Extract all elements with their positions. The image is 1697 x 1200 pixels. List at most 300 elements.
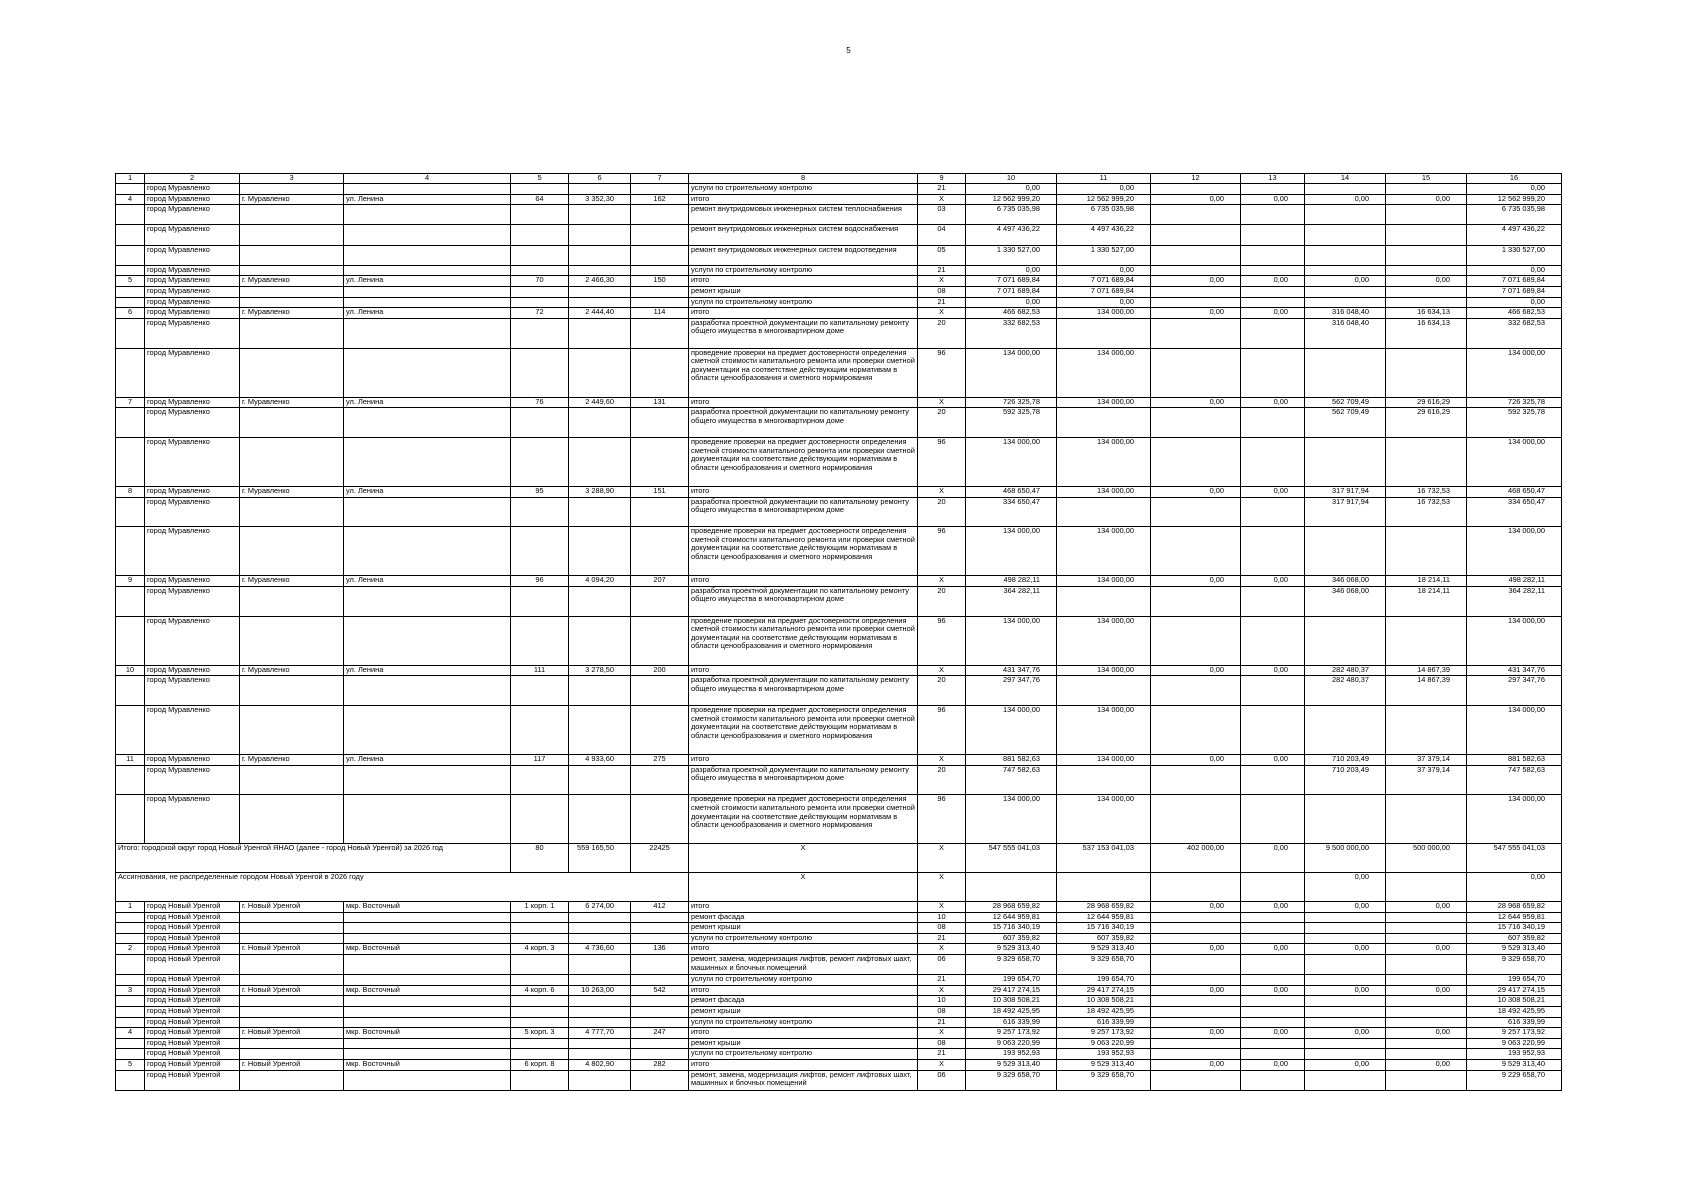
table-cell — [344, 225, 511, 245]
table-cell — [511, 437, 569, 486]
table-cell: ул. Ленина — [344, 576, 511, 587]
table-body — [116, 174, 1562, 1091]
table-cell: 0,00 — [1386, 985, 1467, 996]
table-cell: 4 933,60 — [569, 755, 631, 766]
table-cell — [631, 933, 689, 944]
table-cell — [1241, 286, 1305, 297]
table-cell — [116, 286, 145, 297]
table-cell: 0,00 — [1305, 1028, 1386, 1039]
table-cell: г. Новый Уренгой — [240, 944, 344, 955]
table-cell — [1241, 975, 1305, 986]
unallocated-cell: X — [689, 873, 918, 902]
table-cell — [1241, 795, 1305, 844]
table-cell: г. Муравленко — [240, 576, 344, 587]
table-cell — [1241, 318, 1305, 348]
table-cell: итого — [689, 308, 918, 319]
table-row — [116, 616, 1562, 665]
table-cell — [1151, 1007, 1241, 1018]
table-cell: город Муравленко — [145, 795, 240, 844]
table-cell — [116, 1017, 145, 1028]
table-cell: 9 063 220,99 — [966, 1038, 1057, 1049]
table-cell: 16 634,13 — [1386, 308, 1467, 319]
table-cell: город Муравленко — [145, 676, 240, 706]
table-cell: ремонт внутридомовых инженерных систем теплоснабжения — [689, 205, 918, 225]
table-cell — [511, 265, 569, 276]
table-cell: 247 — [631, 1028, 689, 1039]
table-cell — [1241, 184, 1305, 195]
table-cell: 9 257 173,92 — [1467, 1028, 1562, 1039]
table-cell: 134 000,00 — [966, 437, 1057, 486]
table-cell: 6 корп. 8 — [511, 1059, 569, 1070]
table-cell — [511, 348, 569, 397]
table-cell: 9 329 658,70 — [1057, 955, 1151, 975]
table-cell: 2 — [116, 944, 145, 955]
table-cell: город Муравленко — [145, 225, 240, 245]
table-cell — [1386, 795, 1467, 844]
table-cell: 193 952,93 — [1057, 1049, 1151, 1060]
table-cell — [1151, 912, 1241, 923]
table-cell — [116, 616, 145, 665]
table-cell: 431 347,76 — [966, 665, 1057, 676]
table-cell: 12 644 959,81 — [1057, 912, 1151, 923]
table-cell — [1241, 765, 1305, 795]
table-row — [116, 527, 1562, 576]
table-cell — [1151, 318, 1241, 348]
table-row — [116, 975, 1562, 986]
table-cell — [240, 955, 344, 975]
table-cell: город Новый Уренгой — [145, 955, 240, 975]
table-cell: 332 682,53 — [966, 318, 1057, 348]
table-cell — [1386, 706, 1467, 755]
table-cell: 199 654,70 — [1057, 975, 1151, 986]
table-cell: город Муравленко — [145, 486, 240, 497]
table-cell: 4 497 436,22 — [1057, 225, 1151, 245]
table-cell — [631, 527, 689, 576]
table-cell — [116, 923, 145, 934]
table-cell — [240, 286, 344, 297]
table-cell: город Муравленко — [145, 245, 240, 265]
table-cell: 0,00 — [1151, 985, 1241, 996]
table-cell — [511, 225, 569, 245]
table-cell: 134 000,00 — [1467, 616, 1562, 665]
table-cell: 4 736,60 — [569, 944, 631, 955]
table-cell — [1305, 923, 1386, 934]
total-cell: 0,00 — [1241, 844, 1305, 873]
table-cell: ремонт фасада — [689, 996, 918, 1007]
table-cell: итого — [689, 576, 918, 587]
table-cell — [344, 1038, 511, 1049]
table-cell — [569, 184, 631, 195]
table-cell: 7 071 689,84 — [1467, 276, 1562, 287]
total-cell: 9 500 000,00 — [1305, 844, 1386, 873]
table-cell — [116, 933, 145, 944]
table-cell — [511, 676, 569, 706]
table-row — [116, 348, 1562, 397]
table-cell: разработка проектной документации по капитальному ремонту общего имущества в многоквартирном доме — [689, 586, 918, 616]
table-cell: город Муравленко — [145, 497, 240, 527]
table-cell — [1386, 1007, 1467, 1018]
table-cell: 193 952,93 — [966, 1049, 1057, 1060]
table-cell: город Новый Уренгой — [145, 985, 240, 996]
table-cell — [511, 318, 569, 348]
table-cell: 0,00 — [1386, 1059, 1467, 1070]
table-row — [116, 1017, 1562, 1028]
table-cell: 3 352,30 — [569, 194, 631, 205]
table-row — [116, 276, 1562, 287]
table-cell — [631, 1038, 689, 1049]
column-header: 5 — [511, 174, 569, 184]
table-cell: 134 000,00 — [1057, 576, 1151, 587]
table-cell: услуги по строительному контролю — [689, 297, 918, 308]
table-cell: 466 682,53 — [1467, 308, 1562, 319]
table-cell — [240, 297, 344, 308]
table-cell: 134 000,00 — [966, 706, 1057, 755]
table-cell — [1151, 286, 1241, 297]
table-cell — [1305, 225, 1386, 245]
table-row — [116, 497, 1562, 527]
total-label: Итого: городской округ город Новый Уренгой ЯНАО (далее - город Новый Уренгой) за 2026 год — [116, 844, 511, 873]
table-cell: город Муравленко — [145, 318, 240, 348]
table-cell — [1241, 497, 1305, 527]
table-cell: 0,00 — [1386, 944, 1467, 955]
table-header-row — [116, 174, 1562, 184]
table-cell — [511, 996, 569, 1007]
table-cell — [1386, 437, 1467, 486]
table-row — [116, 676, 1562, 706]
table-cell: мкр. Восточный — [344, 1059, 511, 1070]
table-cell — [1151, 348, 1241, 397]
table-cell: 134 000,00 — [1467, 348, 1562, 397]
table-cell: г. Муравленко — [240, 194, 344, 205]
table-row — [116, 576, 1562, 587]
table-cell: 18 492 425,95 — [1057, 1007, 1151, 1018]
table-cell: 0,00 — [1151, 308, 1241, 319]
table-cell: 18 492 425,95 — [966, 1007, 1057, 1018]
table-cell: 134 000,00 — [1467, 706, 1562, 755]
table-cell: город Новый Уренгой — [145, 1070, 240, 1090]
table-cell: 134 000,00 — [1057, 308, 1151, 319]
table-cell: 1 330 527,00 — [1057, 245, 1151, 265]
table-cell: город Муравленко — [145, 297, 240, 308]
table-cell: 0,00 — [1386, 902, 1467, 913]
table-cell — [631, 616, 689, 665]
table-row — [116, 297, 1562, 308]
table-cell: 7 071 689,84 — [1057, 286, 1151, 297]
total-cell: 22425 — [631, 844, 689, 873]
table-cell — [1241, 616, 1305, 665]
table-cell — [116, 1049, 145, 1060]
table-cell — [569, 497, 631, 527]
table-row — [116, 286, 1562, 297]
table-cell — [344, 1070, 511, 1090]
table-cell: 9 329 658,70 — [1057, 1070, 1151, 1090]
table-row — [116, 1070, 1562, 1090]
table-cell — [1151, 955, 1241, 975]
table-cell: 881 582,63 — [1467, 755, 1562, 766]
table-cell — [569, 297, 631, 308]
table-cell: 29 616,29 — [1386, 397, 1467, 408]
table-cell — [569, 586, 631, 616]
table-cell — [511, 1038, 569, 1049]
table-cell: город Новый Уренгой — [145, 1017, 240, 1028]
table-cell: 08 — [918, 923, 966, 934]
table-cell: 134 000,00 — [966, 527, 1057, 576]
table-cell — [116, 408, 145, 438]
table-row — [116, 318, 1562, 348]
table-cell: город Новый Уренгой — [145, 1007, 240, 1018]
table-cell — [1241, 912, 1305, 923]
table-cell — [569, 975, 631, 986]
table-cell: 0,00 — [1386, 194, 1467, 205]
table-cell — [344, 676, 511, 706]
table-cell: разработка проектной документации по капитальному ремонту общего имущества в многоквартирном доме — [689, 765, 918, 795]
table-cell — [240, 706, 344, 755]
table-cell: 0,00 — [1241, 985, 1305, 996]
table-cell — [1241, 1038, 1305, 1049]
table-cell: город Новый Уренгой — [145, 1059, 240, 1070]
table-cell — [344, 795, 511, 844]
table-cell: 9 529 313,40 — [1057, 944, 1151, 955]
table-cell: 9 529 313,40 — [1467, 944, 1562, 955]
table-cell — [1151, 996, 1241, 1007]
table-cell: 2 449,60 — [569, 397, 631, 408]
table-cell: 498 282,11 — [1467, 576, 1562, 587]
table-cell — [631, 297, 689, 308]
table-cell — [569, 205, 631, 225]
column-header: 4 — [344, 174, 511, 184]
table-cell: X — [918, 194, 966, 205]
table-cell — [240, 765, 344, 795]
table-cell — [569, 318, 631, 348]
table-row — [116, 923, 1562, 934]
table-cell: 5 корп. 3 — [511, 1028, 569, 1039]
table-cell: г. Новый Уренгой — [240, 902, 344, 913]
table-cell — [631, 225, 689, 245]
table-cell: 20 — [918, 497, 966, 527]
table-cell: 96 — [918, 616, 966, 665]
table-cell: 64 — [511, 194, 569, 205]
table-cell: город Муравленко — [145, 286, 240, 297]
table-cell: 616 339,99 — [1057, 1017, 1151, 1028]
table-cell: 9 257 173,92 — [1057, 1028, 1151, 1039]
table-cell: мкр. Восточный — [344, 902, 511, 913]
table-cell: X — [918, 576, 966, 587]
table-cell — [240, 975, 344, 986]
table-cell — [344, 616, 511, 665]
unallocated-cell — [1386, 873, 1467, 902]
total-cell: 80 — [511, 844, 569, 873]
table-cell — [1305, 706, 1386, 755]
table-cell: 3 288,90 — [569, 486, 631, 497]
table-cell: 4 497 436,22 — [966, 225, 1057, 245]
table-cell: 2 466,30 — [569, 276, 631, 287]
table-cell: 364 282,11 — [1467, 586, 1562, 616]
table-cell: 12 562 999,20 — [1057, 194, 1151, 205]
table-row — [116, 245, 1562, 265]
table-cell — [1386, 348, 1467, 397]
table-cell — [569, 437, 631, 486]
table-cell: 134 000,00 — [966, 348, 1057, 397]
table-cell: итого — [689, 1059, 918, 1070]
table-cell: 0,00 — [1241, 755, 1305, 766]
table-cell: 0,00 — [1241, 308, 1305, 319]
table-cell — [1151, 1049, 1241, 1060]
table-cell — [631, 408, 689, 438]
table-cell: 96 — [918, 795, 966, 844]
table-cell: 9 063 220,99 — [1057, 1038, 1151, 1049]
table-cell: разработка проектной документации по капитальному ремонту общего имущества в многоквартирном доме — [689, 408, 918, 438]
table-cell — [569, 923, 631, 934]
table-cell: 10 308 508,21 — [966, 996, 1057, 1007]
table-cell — [1386, 205, 1467, 225]
table-cell: ремонт внутридомовых инженерных систем водоотведения — [689, 245, 918, 265]
table-cell: 0,00 — [1151, 276, 1241, 287]
table-cell — [1151, 616, 1241, 665]
table-cell — [240, 996, 344, 1007]
table-cell: ул. Ленина — [344, 397, 511, 408]
table-cell — [240, 318, 344, 348]
table-cell — [1151, 205, 1241, 225]
table-cell: 0,00 — [1151, 194, 1241, 205]
table-cell: 0,00 — [1241, 1028, 1305, 1039]
table-cell: 607 359,82 — [966, 933, 1057, 944]
table-cell: город Новый Уренгой — [145, 975, 240, 986]
table-cell — [631, 955, 689, 975]
table-cell: 466 682,53 — [966, 308, 1057, 319]
table-cell — [344, 586, 511, 616]
table-cell — [511, 205, 569, 225]
table-cell — [1305, 527, 1386, 576]
table-cell: проведение проверки на предмет достоверности определения сметной стоимости капитального ремонта или проверки сметной документации на соответствие действующим нормативам в области ценообразования и сметного нормирования — [689, 795, 918, 844]
table-cell: 607 359,82 — [1467, 933, 1562, 944]
table-row — [116, 1028, 1562, 1039]
table-cell: 20 — [918, 318, 966, 348]
table-cell — [1151, 586, 1241, 616]
table-cell — [511, 933, 569, 944]
table-cell — [116, 586, 145, 616]
table-cell: услуги по строительному контролю — [689, 265, 918, 276]
table-cell — [1241, 1070, 1305, 1090]
table-cell: 592 325,78 — [1467, 408, 1562, 438]
table-cell — [1305, 297, 1386, 308]
table-cell: 4 094,20 — [569, 576, 631, 587]
table-cell — [1241, 1007, 1305, 1018]
table-cell: 114 — [631, 308, 689, 319]
table-cell: ул. Ленина — [344, 486, 511, 497]
table-cell — [1241, 933, 1305, 944]
table-cell — [631, 923, 689, 934]
table-cell: 134 000,00 — [1057, 755, 1151, 766]
table-cell — [1241, 923, 1305, 934]
table-cell: ремонт крыши — [689, 1007, 918, 1018]
table-cell — [240, 265, 344, 276]
table-cell — [569, 408, 631, 438]
table-cell — [1241, 437, 1305, 486]
table-cell — [344, 318, 511, 348]
table-cell — [1151, 923, 1241, 934]
table-row — [116, 985, 1562, 996]
table-cell: 134 000,00 — [1057, 397, 1151, 408]
table-row — [116, 933, 1562, 944]
table-cell — [569, 706, 631, 755]
table-cell — [511, 527, 569, 576]
unallocated-cell: 0,00 — [1467, 873, 1562, 902]
table-cell: 136 — [631, 944, 689, 955]
table-cell: 0,00 — [1305, 1059, 1386, 1070]
table-cell: услуги по строительному контролю — [689, 1017, 918, 1028]
table-cell: город Муравленко — [145, 437, 240, 486]
table-cell — [116, 437, 145, 486]
table-cell: 881 582,63 — [966, 755, 1057, 766]
table-cell: 3 — [116, 985, 145, 996]
table-cell: 0,00 — [1057, 297, 1151, 308]
table-cell — [240, 586, 344, 616]
table-cell: итого — [689, 755, 918, 766]
table-cell: г. Муравленко — [240, 665, 344, 676]
table-cell — [1386, 1038, 1467, 1049]
table-cell: 04 — [918, 225, 966, 245]
table-cell — [344, 975, 511, 986]
table-cell — [1241, 225, 1305, 245]
table-cell: город Муравленко — [145, 408, 240, 438]
table-cell — [344, 933, 511, 944]
table-cell — [511, 245, 569, 265]
table-cell — [569, 265, 631, 276]
table-cell: ремонт фасада — [689, 912, 918, 923]
table-cell — [1305, 184, 1386, 195]
table-cell — [116, 795, 145, 844]
table-cell — [1386, 286, 1467, 297]
table-cell — [631, 348, 689, 397]
table-cell: 0,00 — [1305, 902, 1386, 913]
table-cell: 0,00 — [966, 184, 1057, 195]
table-cell — [1241, 1017, 1305, 1028]
table-cell — [511, 975, 569, 986]
table-row — [116, 1007, 1562, 1018]
table-cell: 111 — [511, 665, 569, 676]
table-cell — [1151, 975, 1241, 986]
table-cell: 6 735 035,98 — [1057, 205, 1151, 225]
total-cell: 402 000,00 — [1151, 844, 1241, 873]
table-cell: 317 917,94 — [1305, 486, 1386, 497]
table-row — [116, 1049, 1562, 1060]
table-cell — [631, 205, 689, 225]
total-cell: 537 153 041,03 — [1057, 844, 1151, 873]
table-cell — [1151, 437, 1241, 486]
table-cell: 6 274,00 — [569, 902, 631, 913]
table-cell — [511, 1049, 569, 1060]
table-cell: X — [918, 755, 966, 766]
table-cell: 468 650,47 — [1467, 486, 1562, 497]
table-cell: 562 709,49 — [1305, 397, 1386, 408]
table-cell — [116, 912, 145, 923]
table-cell — [631, 706, 689, 755]
table-cell — [1386, 184, 1467, 195]
table-cell: г. Новый Уренгой — [240, 1028, 344, 1039]
table-cell: X — [918, 308, 966, 319]
column-header: 15 — [1386, 174, 1467, 184]
table-cell: ул. Ленина — [344, 308, 511, 319]
table-cell: 131 — [631, 397, 689, 408]
table-row — [116, 765, 1562, 795]
table-cell — [1057, 408, 1151, 438]
table-cell: X — [918, 486, 966, 497]
table-cell: 607 359,82 — [1057, 933, 1151, 944]
table-cell — [1241, 408, 1305, 438]
table-cell — [1305, 933, 1386, 944]
table-cell: 710 203,49 — [1305, 765, 1386, 795]
table-cell — [631, 184, 689, 195]
